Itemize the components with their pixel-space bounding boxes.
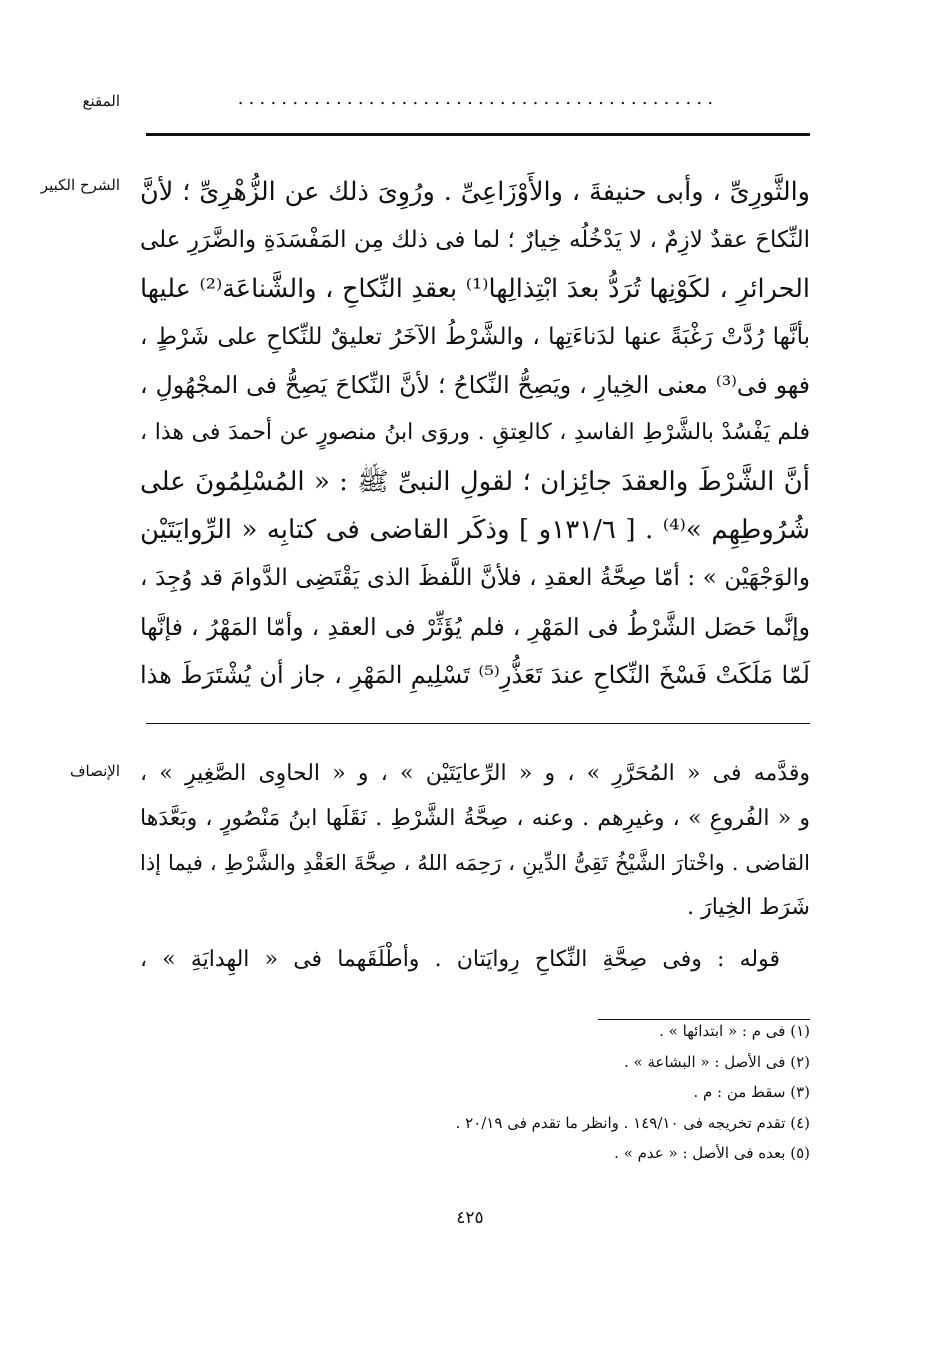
running-header-dots: ............................................ — [237, 88, 719, 109]
sharh-line: فلم يَفْسُدْ بالشَّرْطِ الفاسدِ ، كالعِتقِ . وروَى ابنُ منصورٍ عن أحمدَ فى هذا ، — [140, 420, 810, 446]
page-number: ٤٢٥ — [456, 1208, 484, 1228]
side-label-sharh: الشرح الكبير — [40, 176, 120, 194]
insaf-line: و « الفُروعِ » ، وغيرِهم . وعنه ، صِحَّةُ الشَّرْطِ . نَقَلَها ابنُ مَنْصُورٍ ، وبَعَّدَها — [140, 805, 810, 831]
insaf-line: وقدَّمه فى « المُحَرَّرِ » ، و « الرِّعايَتَيْن » ، و « الحاوِى الصَّغِيرِ » ، — [140, 761, 810, 786]
insaf-line: شَرَط الخِيارَ . — [687, 895, 810, 921]
footnote: (٤) تقدم تخريجه فى ١٤٩/١٠ . وانظر ما تقدم فى ٢٠/١٩ . — [455, 1113, 810, 1132]
sharh-line: والوَجْهَيْن » : أمّا صِحَّةُ العقدِ ، فلأنَّ اللَّفظَ الذى يَقْتَضِى الدَّوامَ قد وُجِدَ ، — [140, 565, 810, 592]
running-header-title: المقنع — [82, 92, 120, 110]
qawl-line: قوله : وفى صِحَّةِ النِّكاحِ رِوايَتان . وأطْلَقَهما فى « الهِدايَةِ » ، — [140, 947, 780, 972]
sharh-line: الحرائرِ ، لكَوْنِها تُرَدُّ بعدَ ابْتِذالِها⁽¹⁾ بعقدِ النِّكاحِ ، والشَّناعَة⁽²⁾ عليها — [140, 273, 810, 304]
sharh-line: فهو فى⁽³⁾ معنى الخِيارِ ، ويَصِحُّ النِّكاحُ ؛ لأنَّ النِّكاحَ يَصِحُّ فى المجْهُولِ ، — [140, 371, 810, 400]
insaf-text — [140, 752, 810, 931]
section-divider — [146, 723, 810, 724]
insaf-line: القاضى . واخْتارَ الشَّيْخُ تَقِىُّ الدِّينِ ، رَحِمَه اللهُ ، صِحَّةَ العَقْدِ والشَّرْطِ ، فيما إذا — [140, 851, 810, 876]
footnotes — [300, 1016, 810, 1169]
footnote: (١) فى م : « ابتدائها » . — [659, 1022, 810, 1040]
sharh-line: أنَّ الشَّرْطَ والعقدَ جائِزان ؛ لقولِ النبىِّ ﷺ : « المُسْلِمُونَ على — [140, 466, 810, 497]
sharh-line: بأنَّها رُدَّتْ رَغْبَةً عنها لدَناءَتِها ، والشَّرْطُ الآخَرُ تعليقٌ للنِّكاحِ على شَرْطٍ ، — [140, 323, 810, 350]
footnote: (٥) بعده فى الأصل : « عدم » . — [614, 1144, 810, 1162]
sharh-line: وإنَّما حَصَل الشَّرْطُ فى المَهْرِ ، فلم يُؤَثِّرْ فى العقدِ ، وأمّا المَهْرُ ، فإنَّها — [140, 612, 810, 641]
sharh-line: النِّكاحَ عقدٌ لازِمٌ ، لا يَدْخُلُه خِيارٌ ؛ لما فى ذلك مِن المَفْسَدَةِ والضَّرَرِ على — [140, 227, 810, 254]
footnote: (٣) سقط من : م . — [693, 1083, 810, 1101]
side-label-insaf: الإنصاف — [69, 762, 120, 780]
sharh-line: شُرُوطِهِم »⁽⁴⁾ . [ ١٣١/٦و ] وذكَر القاضى فى كتابِه « الرِّوايَتَيْن — [140, 515, 810, 546]
header-rule — [146, 133, 810, 136]
sharh-line: والثَّورِىِّ ، وأبى حنيفةَ ، والأَوْزَاعِىِّ . ورُوِىَ ذلك عن الزُّهْرِىِّ ؛ لأنَّ — [140, 177, 810, 207]
sharh-line: لَمّا مَلَكَتْ فَسْخَ النِّكاحِ عندَ تَعَذُّرِ⁽⁵⁾ تَسْلِيمِ المَهْرِ ، جاز أن يُشْتَرَطَ هذا — [140, 660, 810, 689]
footnote: (٢) فى الأصل : « البشاعة » . — [623, 1052, 810, 1071]
sharh-text — [140, 168, 810, 699]
